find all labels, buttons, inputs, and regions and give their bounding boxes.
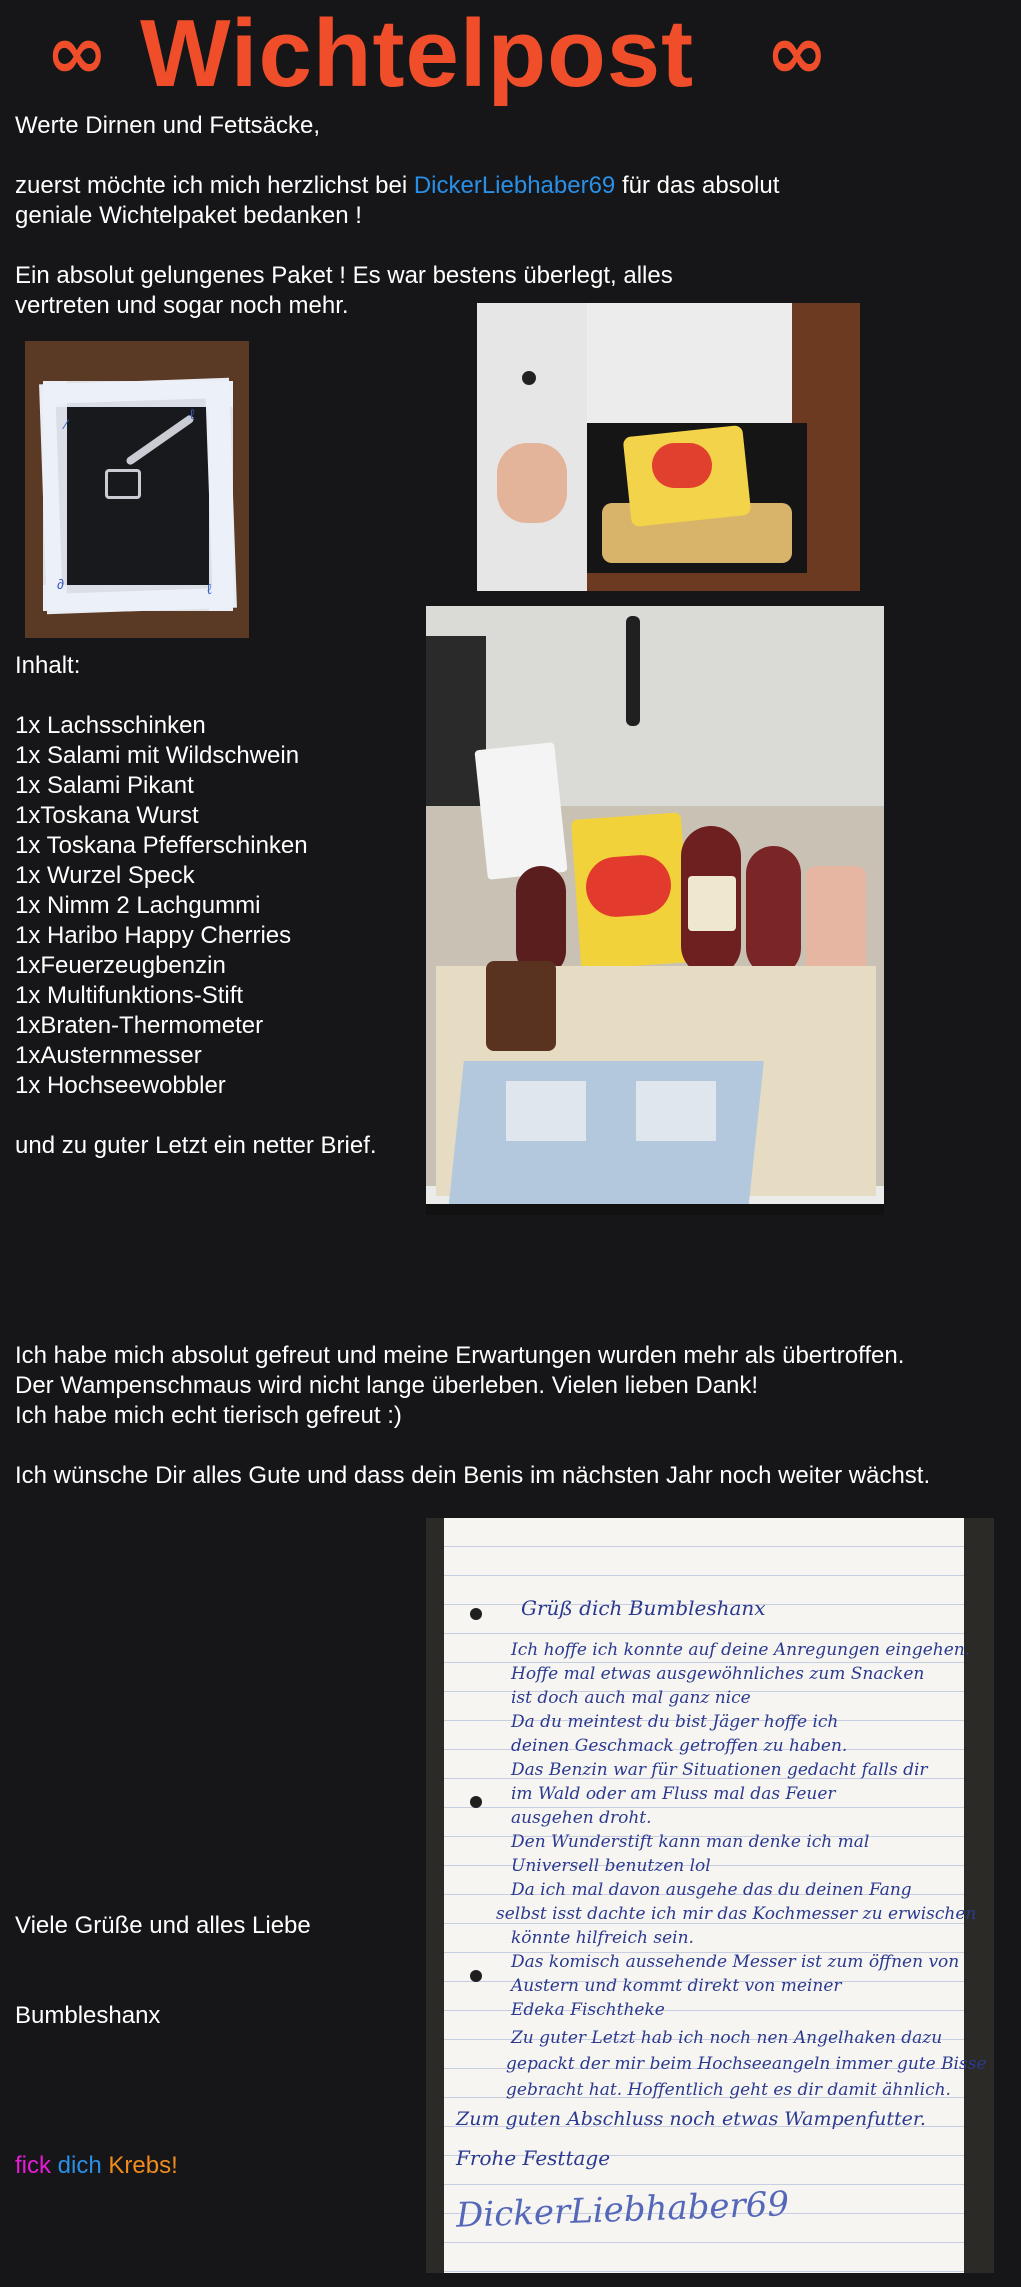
knife-box-window — [636, 1081, 716, 1141]
letter-line: Zu guter Letzt hab ich noch nen Angelhaken dazu — [511, 2028, 943, 2048]
letter-line: deinen Geschmack getroffen zu haben. — [511, 1736, 848, 1756]
letter-line: Das Benzin war für Situationen gedacht falls dir — [511, 1760, 928, 1780]
infinity-left-icon: ∞ — [46, 10, 108, 96]
letter-line: selbst isst dachte ich mir das Kochmesser zu erwischen — [496, 1904, 977, 1924]
letter-line: Da ich mal davon ausgehe das du deinen Fang — [511, 1880, 912, 1900]
list-item: 1xBraten-Thermometer — [15, 1012, 264, 1039]
knife-box — [448, 1061, 764, 1211]
list-item: 1x Hochseewobbler — [15, 1072, 226, 1099]
greeting: Werte Dirnen und Fettsäcke, — [15, 112, 321, 139]
punch-hole — [470, 1796, 482, 1808]
tape-right — [209, 381, 233, 611]
regards: Viele Grüße und alles Liebe — [15, 1912, 311, 1939]
closing-line-1: Ich habe mich absolut gefreut und meine Erwartungen wurden mehr als übertroffen. — [15, 1342, 905, 1369]
list-item: 1x Lachsschinken — [15, 712, 206, 739]
letter-line: könnte hilfreich sein. — [511, 1928, 694, 1948]
letter-line: gepackt der mir beim Hochseeangeln immer gute Bisse — [506, 2054, 987, 2074]
letter-line: ausgehen droht. — [511, 1808, 652, 1828]
salami — [746, 846, 801, 976]
thanks-line-2: geniale Wichtelpaket bedanken ! — [15, 202, 362, 229]
closing-line-2: Der Wampenschmaus wird nicht lange überleben. Vielen lieben Dank! — [15, 1372, 759, 1399]
footer-word-1: fick — [15, 2152, 51, 2179]
letter-line: Frohe Festtage — [456, 2146, 611, 2170]
contents-list — [15, 711, 308, 1101]
letter-line: Austern und kommt direkt von meiner — [511, 1976, 842, 1996]
peeler-head — [105, 469, 141, 499]
letter-line: Da du meintest du bist Jäger hoffe ich — [511, 1712, 839, 1732]
praise-line-2: vertreten und sogar noch mehr. — [15, 292, 349, 319]
package-contents-photo — [426, 606, 884, 1215]
open-box-photo — [477, 303, 860, 591]
closing-wish: Ich wünsche Dir alles Gute und dass dein Benis im nächsten Jahr noch weiter wächst. — [15, 1462, 931, 1489]
candy-bag-logo — [652, 443, 712, 488]
list-item: 1x Toskana Pfefferschinken — [15, 832, 308, 859]
tape-top — [43, 381, 233, 407]
letter-line: Ich hoffe ich konnte auf deine Anregungen eingehen. — [511, 1640, 971, 1660]
salami-label — [688, 876, 736, 931]
letter-line: Hoffe mal etwas ausgewöhnliches zum Snacken — [511, 1664, 925, 1684]
list-item: 1x Multifunktions-Stift — [15, 982, 244, 1009]
footer-word-2: dich — [57, 2152, 102, 2179]
author-name: Bumbleshanx — [15, 2002, 161, 2029]
thanks-text-after: für das absolut — [615, 172, 780, 199]
footer-word-3: Krebs! — [108, 2152, 178, 2179]
letter-signature: DickerLiebhaber69 — [455, 2184, 790, 2236]
photo-edge — [426, 1204, 884, 1215]
infinity-right-icon: ∞ — [766, 10, 828, 96]
thanks-line-1 — [15, 171, 779, 201]
praise-line-1: Ein absolut gelungenes Paket ! Es war bestens überlegt, alles — [15, 262, 673, 289]
closing-line-3: Ich habe mich echt tierisch gefreut :) — [15, 1402, 402, 1429]
punch-hole — [470, 1608, 482, 1620]
thanks-text-before: zuerst möchte ich mich herzlichst bei — [15, 172, 414, 199]
list-item: 1x Nimm 2 Lachgummi — [15, 892, 261, 919]
letter-greeting: Grüß dich Bumbleshanx — [521, 1596, 766, 1620]
lid-hole — [522, 371, 536, 385]
contents-heading: Inhalt: — [15, 652, 81, 679]
letter-line: Das komisch aussehende Messer ist zum öffnen von — [511, 1952, 960, 1972]
tape-bottom — [43, 585, 233, 611]
letter-line: Den Wunderstift kann man denke ich mal — [511, 1832, 870, 1852]
jar — [486, 961, 556, 1051]
user-link[interactable]: DickerLiebhaber69 — [413, 172, 616, 199]
punch-hole — [470, 1970, 482, 1982]
letter-line: Edeka Fischtheke — [511, 2000, 665, 2020]
fuel-carton — [474, 742, 567, 880]
letter-line: im Wald oder am Fluss mal das Feuer — [511, 1784, 836, 1804]
dkny-box-photo: ⁄ ℓ ∂ ℓ — [25, 341, 249, 638]
letter-note: und zu guter Letzt ein netter Brief. — [15, 1132, 377, 1159]
page-header — [0, 0, 1021, 110]
page-title: Wichtelpost — [140, 0, 695, 107]
list-item: 1x Salami mit Wildschwein — [15, 742, 300, 769]
salami — [516, 866, 566, 976]
letter-line: Zum guten Abschluss noch etwas Wampenfutter. — [456, 2108, 926, 2130]
list-item: 1xAusternmesser — [15, 1042, 202, 1069]
letter-line: Universell benutzen lol — [511, 1856, 711, 1876]
thermometer — [626, 616, 640, 726]
list-item: 1xToskana Wurst — [15, 802, 199, 829]
letter-line: ist doch auch mal ganz nice — [511, 1688, 751, 1708]
hand — [497, 443, 567, 523]
list-item: 1x Wurzel Speck — [15, 862, 195, 889]
knife-box-window — [506, 1081, 586, 1141]
letter-line: gebracht hat. Hoffentlich geht es dir damit ähnlich. — [506, 2080, 951, 2100]
list-item: 1xFeuerzeugbenzin — [15, 952, 226, 979]
footer-text — [15, 2151, 178, 2181]
list-item: 1x Haribo Happy Cherries — [15, 922, 292, 949]
list-item: 1x Salami Pikant — [15, 772, 194, 799]
handwritten-letter-photo — [426, 1518, 994, 2273]
